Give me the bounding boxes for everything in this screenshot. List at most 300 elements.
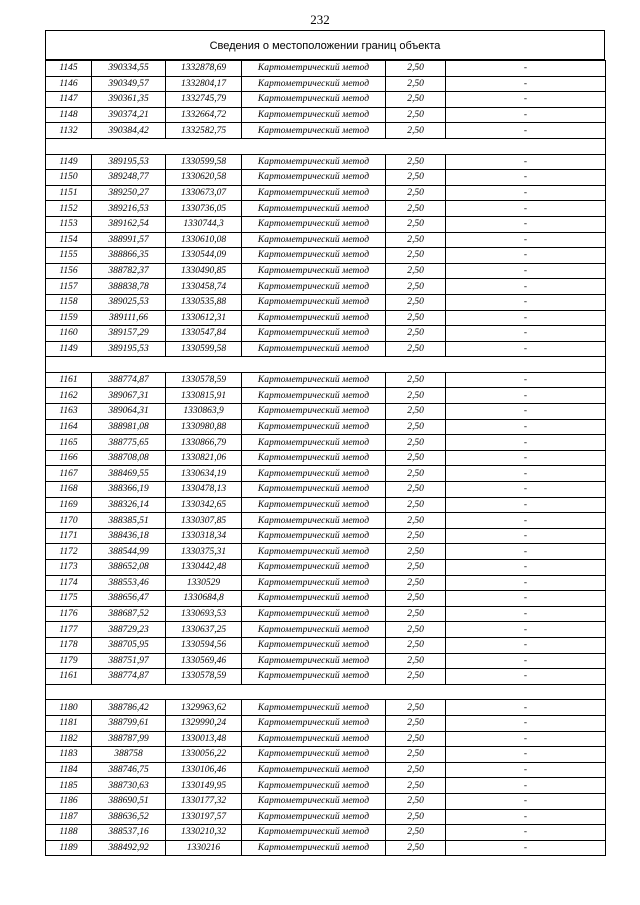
accuracy-cell: 2,50	[386, 216, 446, 232]
table-row	[46, 185, 606, 201]
x-coordinate-cell: 389162,54	[92, 216, 166, 232]
y-coordinate-cell: 1330863,9	[166, 404, 242, 420]
accuracy-cell: 2,50	[386, 825, 446, 841]
table-row	[46, 528, 606, 544]
method-cell: Картометрический метод	[242, 107, 386, 123]
x-coordinate-cell: 389216,53	[92, 201, 166, 217]
description-cell: -	[446, 637, 606, 653]
method-cell: Картометрический метод	[242, 497, 386, 513]
point-number-cell: 1161	[46, 372, 92, 388]
x-coordinate-cell: 388436,18	[92, 528, 166, 544]
accuracy-cell: 2,50	[386, 92, 446, 108]
x-coordinate-cell: 388799,61	[92, 715, 166, 731]
table-row	[46, 700, 606, 716]
point-number-cell: 1158	[46, 294, 92, 310]
y-coordinate-cell: 1330478,13	[166, 482, 242, 498]
x-coordinate-cell: 388326,14	[92, 497, 166, 513]
table-row	[46, 170, 606, 186]
description-cell: -	[446, 170, 606, 186]
table-row	[46, 404, 606, 420]
group-separator-row	[46, 138, 606, 154]
description-cell: -	[446, 450, 606, 466]
accuracy-cell: 2,50	[386, 715, 446, 731]
table-row	[46, 123, 606, 139]
y-coordinate-cell: 1330210,32	[166, 825, 242, 841]
y-coordinate-cell: 1330637,25	[166, 622, 242, 638]
accuracy-cell: 2,50	[386, 606, 446, 622]
y-coordinate-cell: 1330578,59	[166, 669, 242, 685]
table-row	[46, 216, 606, 232]
method-cell: Картометрический метод	[242, 232, 386, 248]
description-cell: -	[446, 294, 606, 310]
x-coordinate-cell: 388730,63	[92, 778, 166, 794]
x-coordinate-cell: 388786,42	[92, 700, 166, 716]
method-cell: Картометрический метод	[242, 637, 386, 653]
description-cell: -	[446, 435, 606, 451]
point-number-cell: 1166	[46, 450, 92, 466]
point-number-cell: 1177	[46, 622, 92, 638]
method-cell: Картометрический метод	[242, 326, 386, 342]
description-cell: -	[446, 61, 606, 77]
description-cell: -	[446, 341, 606, 357]
y-coordinate-cell: 1330599,58	[166, 341, 242, 357]
accuracy-cell: 2,50	[386, 388, 446, 404]
method-cell: Картометрический метод	[242, 778, 386, 794]
point-number-cell: 1173	[46, 560, 92, 576]
table-row	[46, 778, 606, 794]
accuracy-cell: 2,50	[386, 419, 446, 435]
boundary-points-table	[45, 60, 606, 856]
page-number: 232	[310, 12, 330, 27]
method-cell: Картометрический метод	[242, 591, 386, 607]
point-number-cell: 1183	[46, 747, 92, 763]
table-row	[46, 497, 606, 513]
method-cell: Картометрический метод	[242, 575, 386, 591]
method-cell: Картометрический метод	[242, 622, 386, 638]
description-cell: -	[446, 700, 606, 716]
y-coordinate-cell: 1330673,07	[166, 185, 242, 201]
method-cell: Картометрический метод	[242, 294, 386, 310]
x-coordinate-cell: 388981,08	[92, 419, 166, 435]
table-row	[46, 762, 606, 778]
description-cell: -	[446, 513, 606, 529]
point-number-cell: 1184	[46, 762, 92, 778]
accuracy-cell: 2,50	[386, 76, 446, 92]
description-cell: -	[446, 482, 606, 498]
x-coordinate-cell: 389195,53	[92, 341, 166, 357]
x-coordinate-cell: 388746,75	[92, 762, 166, 778]
point-number-cell: 1188	[46, 825, 92, 841]
y-coordinate-cell: 1330375,31	[166, 544, 242, 560]
accuracy-cell: 2,50	[386, 778, 446, 794]
y-coordinate-cell: 1330197,57	[166, 809, 242, 825]
x-coordinate-cell: 388537,16	[92, 825, 166, 841]
y-coordinate-cell: 1330569,46	[166, 653, 242, 669]
table-row	[46, 466, 606, 482]
section-title: Сведения о местоположении границ объекта	[45, 30, 605, 60]
x-coordinate-cell: 388705,95	[92, 637, 166, 653]
point-number-cell: 1164	[46, 419, 92, 435]
x-coordinate-cell: 388385,51	[92, 513, 166, 529]
description-cell: -	[446, 326, 606, 342]
accuracy-cell: 2,50	[386, 793, 446, 809]
x-coordinate-cell: 388758	[92, 747, 166, 763]
description-cell: -	[446, 201, 606, 217]
accuracy-cell: 2,50	[386, 731, 446, 747]
table-row	[46, 513, 606, 529]
accuracy-cell: 2,50	[386, 669, 446, 685]
y-coordinate-cell: 1329990,24	[166, 715, 242, 731]
description-cell: -	[446, 778, 606, 794]
description-cell: -	[446, 622, 606, 638]
accuracy-cell: 2,50	[386, 326, 446, 342]
point-number-cell: 1149	[46, 341, 92, 357]
y-coordinate-cell: 1330634,19	[166, 466, 242, 482]
table-row	[46, 419, 606, 435]
point-number-cell: 1153	[46, 216, 92, 232]
table-row	[46, 61, 606, 77]
accuracy-cell: 2,50	[386, 575, 446, 591]
point-number-cell: 1147	[46, 92, 92, 108]
y-coordinate-cell: 1330620,58	[166, 170, 242, 186]
description-cell: -	[446, 185, 606, 201]
method-cell: Картометрический метод	[242, 450, 386, 466]
y-coordinate-cell: 1330490,85	[166, 263, 242, 279]
description-cell: -	[446, 762, 606, 778]
table-row	[46, 747, 606, 763]
accuracy-cell: 2,50	[386, 279, 446, 295]
table-row	[46, 637, 606, 653]
method-cell: Картометрический метод	[242, 466, 386, 482]
method-cell: Картометрический метод	[242, 653, 386, 669]
method-cell: Картометрический метод	[242, 840, 386, 856]
accuracy-cell: 2,50	[386, 840, 446, 856]
x-coordinate-cell: 388553,46	[92, 575, 166, 591]
table-row	[46, 653, 606, 669]
y-coordinate-cell: 1330056,22	[166, 747, 242, 763]
table-row	[46, 326, 606, 342]
table-row	[46, 482, 606, 498]
method-cell: Картометрический метод	[242, 544, 386, 560]
accuracy-cell: 2,50	[386, 544, 446, 560]
x-coordinate-cell: 388751,97	[92, 653, 166, 669]
y-coordinate-cell: 1330547,84	[166, 326, 242, 342]
y-coordinate-cell: 1330866,79	[166, 435, 242, 451]
method-cell: Картометрический метод	[242, 154, 386, 170]
method-cell: Картометрический метод	[242, 731, 386, 747]
y-coordinate-cell: 1332664,72	[166, 107, 242, 123]
point-number-cell: 1174	[46, 575, 92, 591]
method-cell: Картометрический метод	[242, 419, 386, 435]
description-cell: -	[446, 606, 606, 622]
description-cell: -	[446, 575, 606, 591]
y-coordinate-cell: 1329963,62	[166, 700, 242, 716]
method-cell: Картометрический метод	[242, 310, 386, 326]
accuracy-cell: 2,50	[386, 450, 446, 466]
x-coordinate-cell: 389111,66	[92, 310, 166, 326]
description-cell: -	[446, 107, 606, 123]
point-number-cell: 1176	[46, 606, 92, 622]
table-row	[46, 575, 606, 591]
y-coordinate-cell: 1330578,59	[166, 372, 242, 388]
x-coordinate-cell: 390384,42	[92, 123, 166, 139]
method-cell: Картометрический метод	[242, 528, 386, 544]
x-coordinate-cell: 389157,29	[92, 326, 166, 342]
y-coordinate-cell: 1330544,09	[166, 248, 242, 264]
method-cell: Картометрический метод	[242, 372, 386, 388]
method-cell: Картометрический метод	[242, 825, 386, 841]
description-cell: -	[446, 248, 606, 264]
point-number-cell: 1163	[46, 404, 92, 420]
accuracy-cell: 2,50	[386, 700, 446, 716]
x-coordinate-cell: 388492,92	[92, 840, 166, 856]
y-coordinate-cell: 1330106,46	[166, 762, 242, 778]
y-coordinate-cell: 1330594,56	[166, 637, 242, 653]
point-number-cell: 1179	[46, 653, 92, 669]
description-cell: -	[446, 92, 606, 108]
description-cell: -	[446, 76, 606, 92]
description-cell: -	[446, 825, 606, 841]
method-cell: Картометрический метод	[242, 404, 386, 420]
y-coordinate-cell: 1330821,06	[166, 450, 242, 466]
table-row	[46, 372, 606, 388]
table-row	[46, 793, 606, 809]
accuracy-cell: 2,50	[386, 185, 446, 201]
accuracy-cell: 2,50	[386, 310, 446, 326]
point-number-cell: 1185	[46, 778, 92, 794]
point-number-cell: 1181	[46, 715, 92, 731]
y-coordinate-cell: 1330736,05	[166, 201, 242, 217]
table-row	[46, 263, 606, 279]
table-row	[46, 591, 606, 607]
y-coordinate-cell: 1332745,79	[166, 92, 242, 108]
table-body	[46, 61, 606, 856]
x-coordinate-cell: 389064,31	[92, 404, 166, 420]
description-cell: -	[446, 154, 606, 170]
accuracy-cell: 2,50	[386, 513, 446, 529]
x-coordinate-cell: 390361,35	[92, 92, 166, 108]
point-number-cell: 1155	[46, 248, 92, 264]
description-cell: -	[446, 404, 606, 420]
accuracy-cell: 2,50	[386, 107, 446, 123]
method-cell: Картометрический метод	[242, 513, 386, 529]
accuracy-cell: 2,50	[386, 372, 446, 388]
accuracy-cell: 2,50	[386, 482, 446, 498]
table-row	[46, 310, 606, 326]
table-row	[46, 201, 606, 217]
description-cell: -	[446, 793, 606, 809]
accuracy-cell: 2,50	[386, 170, 446, 186]
x-coordinate-cell: 389067,31	[92, 388, 166, 404]
method-cell: Картометрический метод	[242, 263, 386, 279]
table-row	[46, 840, 606, 856]
y-coordinate-cell: 1330744,3	[166, 216, 242, 232]
accuracy-cell: 2,50	[386, 637, 446, 653]
accuracy-cell: 2,50	[386, 61, 446, 77]
accuracy-cell: 2,50	[386, 622, 446, 638]
method-cell: Картометрический метод	[242, 341, 386, 357]
table-row	[46, 388, 606, 404]
method-cell: Картометрический метод	[242, 809, 386, 825]
x-coordinate-cell: 390374,21	[92, 107, 166, 123]
y-coordinate-cell: 1330342,65	[166, 497, 242, 513]
description-cell: -	[446, 123, 606, 139]
table-row	[46, 622, 606, 638]
y-coordinate-cell: 1330980,88	[166, 419, 242, 435]
point-number-cell: 1170	[46, 513, 92, 529]
description-cell: -	[446, 497, 606, 513]
point-number-cell: 1156	[46, 263, 92, 279]
method-cell: Картометрический метод	[242, 279, 386, 295]
table-row	[46, 107, 606, 123]
description-cell: -	[446, 232, 606, 248]
method-cell: Картометрический метод	[242, 762, 386, 778]
method-cell: Картометрический метод	[242, 388, 386, 404]
accuracy-cell: 2,50	[386, 809, 446, 825]
y-coordinate-cell: 1330307,85	[166, 513, 242, 529]
description-cell: -	[446, 747, 606, 763]
method-cell: Картометрический метод	[242, 482, 386, 498]
description-cell: -	[446, 544, 606, 560]
y-coordinate-cell: 1330535,88	[166, 294, 242, 310]
method-cell: Картометрический метод	[242, 606, 386, 622]
table-row	[46, 606, 606, 622]
x-coordinate-cell: 388782,37	[92, 263, 166, 279]
method-cell: Картометрический метод	[242, 560, 386, 576]
x-coordinate-cell: 388469,55	[92, 466, 166, 482]
x-coordinate-cell: 388866,35	[92, 248, 166, 264]
separator-cell	[46, 684, 606, 700]
x-coordinate-cell: 388636,52	[92, 809, 166, 825]
point-number-cell: 1189	[46, 840, 92, 856]
table-row	[46, 341, 606, 357]
table-row	[46, 435, 606, 451]
accuracy-cell: 2,50	[386, 653, 446, 669]
y-coordinate-cell: 1330529	[166, 575, 242, 591]
y-coordinate-cell: 1330216	[166, 840, 242, 856]
accuracy-cell: 2,50	[386, 591, 446, 607]
table-row	[46, 294, 606, 310]
point-number-cell: 1151	[46, 185, 92, 201]
point-number-cell: 1186	[46, 793, 92, 809]
description-cell: -	[446, 216, 606, 232]
point-number-cell: 1187	[46, 809, 92, 825]
y-coordinate-cell: 1330458,74	[166, 279, 242, 295]
point-number-cell: 1154	[46, 232, 92, 248]
accuracy-cell: 2,50	[386, 560, 446, 576]
description-cell: -	[446, 372, 606, 388]
y-coordinate-cell: 1330442,48	[166, 560, 242, 576]
table-row	[46, 76, 606, 92]
point-number-cell: 1146	[46, 76, 92, 92]
accuracy-cell: 2,50	[386, 747, 446, 763]
accuracy-cell: 2,50	[386, 528, 446, 544]
x-coordinate-cell: 388775,65	[92, 435, 166, 451]
description-cell: -	[446, 560, 606, 576]
separator-cell	[46, 357, 606, 373]
x-coordinate-cell: 389025,53	[92, 294, 166, 310]
y-coordinate-cell: 1330612,31	[166, 310, 242, 326]
point-number-cell: 1182	[46, 731, 92, 747]
point-number-cell: 1148	[46, 107, 92, 123]
x-coordinate-cell: 388708,08	[92, 450, 166, 466]
method-cell: Картометрический метод	[242, 76, 386, 92]
x-coordinate-cell: 388729,23	[92, 622, 166, 638]
method-cell: Картометрический метод	[242, 216, 386, 232]
point-number-cell: 1161	[46, 669, 92, 685]
separator-cell	[46, 138, 606, 154]
x-coordinate-cell: 388656,47	[92, 591, 166, 607]
x-coordinate-cell: 388838,78	[92, 279, 166, 295]
accuracy-cell: 2,50	[386, 435, 446, 451]
x-coordinate-cell: 390349,57	[92, 76, 166, 92]
y-coordinate-cell: 1332804,17	[166, 76, 242, 92]
x-coordinate-cell: 388991,57	[92, 232, 166, 248]
y-coordinate-cell: 1330815,91	[166, 388, 242, 404]
description-cell: -	[446, 715, 606, 731]
boundary-points-sheet	[45, 30, 605, 856]
description-cell: -	[446, 310, 606, 326]
y-coordinate-cell: 1330599,58	[166, 154, 242, 170]
point-number-cell: 1152	[46, 201, 92, 217]
table-row	[46, 92, 606, 108]
description-cell: -	[446, 669, 606, 685]
y-coordinate-cell: 1332878,69	[166, 61, 242, 77]
point-number-cell: 1175	[46, 591, 92, 607]
method-cell: Картометрический метод	[242, 793, 386, 809]
accuracy-cell: 2,50	[386, 154, 446, 170]
table-row	[46, 669, 606, 685]
x-coordinate-cell: 388687,52	[92, 606, 166, 622]
accuracy-cell: 2,50	[386, 263, 446, 279]
method-cell: Картометрический метод	[242, 170, 386, 186]
method-cell: Картометрический метод	[242, 248, 386, 264]
description-cell: -	[446, 731, 606, 747]
y-coordinate-cell: 1330177,32	[166, 793, 242, 809]
description-cell: -	[446, 419, 606, 435]
x-coordinate-cell: 388652,08	[92, 560, 166, 576]
point-number-cell: 1150	[46, 170, 92, 186]
x-coordinate-cell: 388366,19	[92, 482, 166, 498]
description-cell: -	[446, 466, 606, 482]
description-cell: -	[446, 528, 606, 544]
method-cell: Картометрический метод	[242, 61, 386, 77]
group-separator-row	[46, 684, 606, 700]
table-row	[46, 809, 606, 825]
accuracy-cell: 2,50	[386, 248, 446, 264]
y-coordinate-cell: 1330149,95	[166, 778, 242, 794]
table-row	[46, 544, 606, 560]
x-coordinate-cell: 388774,87	[92, 669, 166, 685]
point-number-cell: 1162	[46, 388, 92, 404]
method-cell: Картометрический метод	[242, 92, 386, 108]
group-separator-row	[46, 357, 606, 373]
method-cell: Картометрический метод	[242, 669, 386, 685]
y-coordinate-cell: 1330684,8	[166, 591, 242, 607]
point-number-cell: 1160	[46, 326, 92, 342]
description-cell: -	[446, 591, 606, 607]
table-row	[46, 450, 606, 466]
description-cell: -	[446, 388, 606, 404]
accuracy-cell: 2,50	[386, 497, 446, 513]
method-cell: Картометрический метод	[242, 747, 386, 763]
x-coordinate-cell: 388690,51	[92, 793, 166, 809]
point-number-cell: 1180	[46, 700, 92, 716]
point-number-cell: 1165	[46, 435, 92, 451]
description-cell: -	[446, 653, 606, 669]
point-number-cell: 1157	[46, 279, 92, 295]
y-coordinate-cell: 1330318,34	[166, 528, 242, 544]
